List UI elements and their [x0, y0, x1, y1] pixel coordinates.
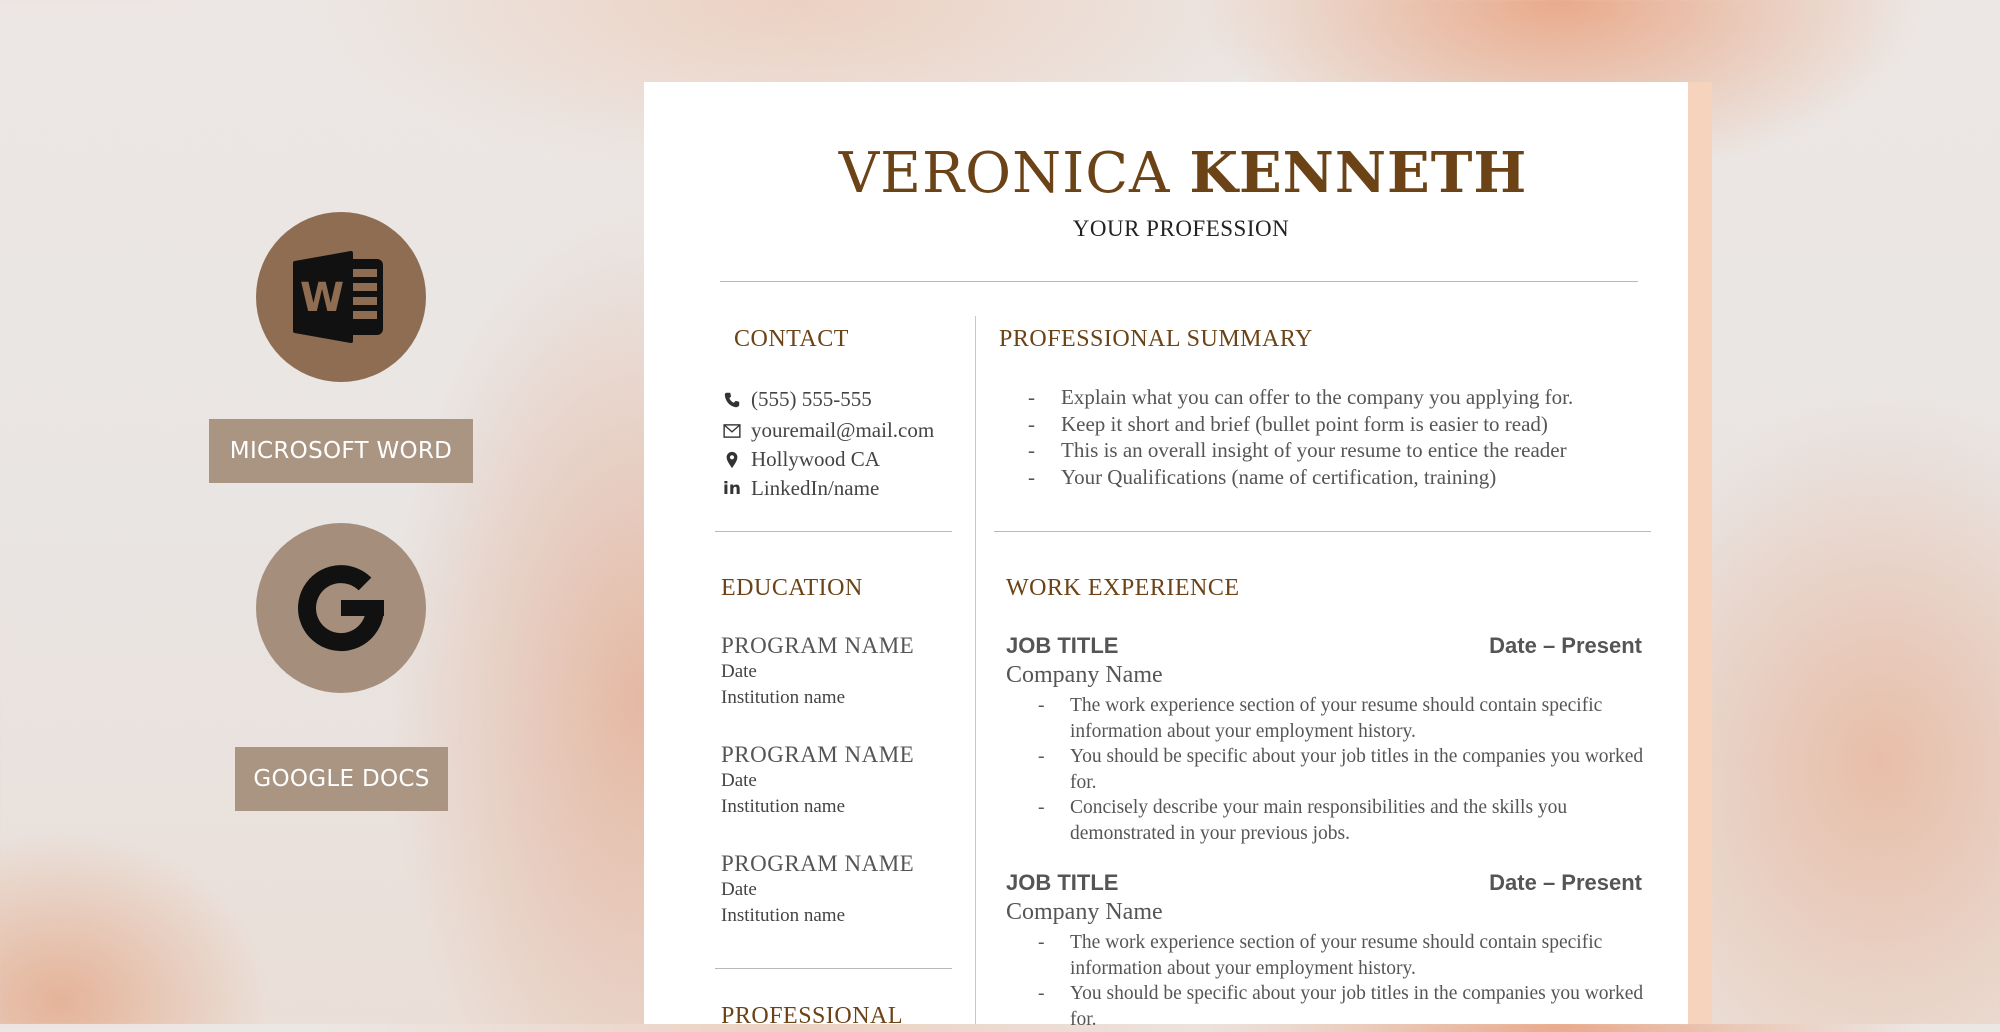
job-bullets: [1038, 930, 1658, 1032]
program-date: Date: [721, 879, 757, 900]
summary-heading: PROFESSIONAL SUMMARY: [999, 326, 1313, 352]
education-divider: [715, 968, 952, 969]
email-text: youremail@mail.com: [751, 418, 935, 442]
institution-name: Institution name: [721, 796, 846, 817]
linkedin-icon: in: [723, 478, 741, 499]
svg-text:W: W: [299, 275, 345, 321]
program-name: PROGRAM NAME: [721, 851, 915, 876]
resume-sheet: [644, 82, 1688, 1030]
job-header: [1006, 633, 1642, 659]
education-entry: [721, 850, 914, 929]
resume-name: [644, 140, 1722, 206]
microsoft-word-button[interactable]: [209, 419, 473, 483]
phone-text: (555) 555-555: [751, 387, 872, 411]
microsoft-word-badge[interactable]: [256, 212, 426, 382]
location-pin-icon: [721, 449, 743, 471]
google-docs-badge[interactable]: [256, 523, 426, 693]
contact-email: [721, 418, 934, 443]
work-experience-heading: WORK EXPERIENCE: [1006, 575, 1240, 601]
mail-icon: [721, 420, 743, 442]
job-bullet: - The work experience section of your resume should contain specific information about your employment history.: [1038, 693, 1658, 744]
contact-phone: [721, 387, 872, 412]
job-title: JOB TITLE: [1006, 870, 1119, 895]
summary-item: - This is an overall insight of your resume to entice the reader: [1028, 437, 1668, 464]
institution-name: Institution name: [721, 687, 846, 708]
job-bullet: - The work experience section of your resume should contain specific information about your employment history.: [1038, 930, 1658, 981]
summary-list: [1028, 384, 1668, 490]
contact-location: [721, 447, 880, 472]
job-header: [1006, 870, 1642, 896]
first-name: VERONICA: [838, 141, 1171, 206]
job-date: Date – Present: [1489, 633, 1642, 658]
company-name: Company Name: [1006, 899, 1163, 925]
professional-heading: PROFESSIONAL: [721, 1003, 904, 1029]
summary-item: - Keep it short and brief (bullet point form is easier to read): [1028, 411, 1668, 438]
job-bullet: - Concisely describe your main responsibilities and the skills you demonstrated in your previous jobs.: [1038, 795, 1658, 846]
company-name: Company Name: [1006, 662, 1163, 688]
google-docs-label: GOOGLE DOCS: [253, 766, 430, 792]
education-entry: [721, 741, 914, 820]
linkedin-text: LinkedIn/name: [751, 476, 880, 500]
contact-heading: CONTACT: [734, 326, 849, 352]
education-entry: [721, 632, 914, 711]
job-bullets: [1038, 693, 1658, 846]
microsoft-word-icon: [289, 245, 393, 349]
profession-title: YOUR PROFESSION: [1072, 216, 1290, 241]
google-icon: [291, 558, 391, 658]
summary-item: - Explain what you can offer to the company you applying for.: [1028, 384, 1668, 411]
job-title: JOB TITLE: [1006, 633, 1119, 658]
header-divider: [720, 281, 1638, 282]
program-date: Date: [721, 661, 757, 682]
job-bullet: - You should be specific about your job titles in the companies you worked for.: [1038, 981, 1658, 1032]
institution-name: Institution name: [721, 905, 846, 926]
google-docs-button[interactable]: [235, 747, 448, 811]
phone-icon: [721, 389, 743, 411]
program-name: PROGRAM NAME: [721, 742, 915, 767]
contact-divider: [715, 531, 952, 532]
job-date: Date – Present: [1489, 870, 1642, 895]
program-date: Date: [721, 770, 757, 791]
program-name: PROGRAM NAME: [721, 633, 915, 658]
summary-item: - Your Qualifications (name of certification, training): [1028, 464, 1668, 491]
location-text: Hollywood CA: [751, 447, 880, 471]
column-divider: [975, 316, 976, 1024]
summary-divider: [994, 531, 1651, 532]
education-heading: EDUCATION: [721, 575, 863, 601]
last-name: KENNETH: [1189, 140, 1528, 206]
contact-linkedin: [721, 476, 879, 501]
job-bullet: - You should be specific about your job titles in the companies you worked for.: [1038, 744, 1658, 795]
microsoft-word-label: MICROSOFT WORD: [229, 438, 453, 464]
